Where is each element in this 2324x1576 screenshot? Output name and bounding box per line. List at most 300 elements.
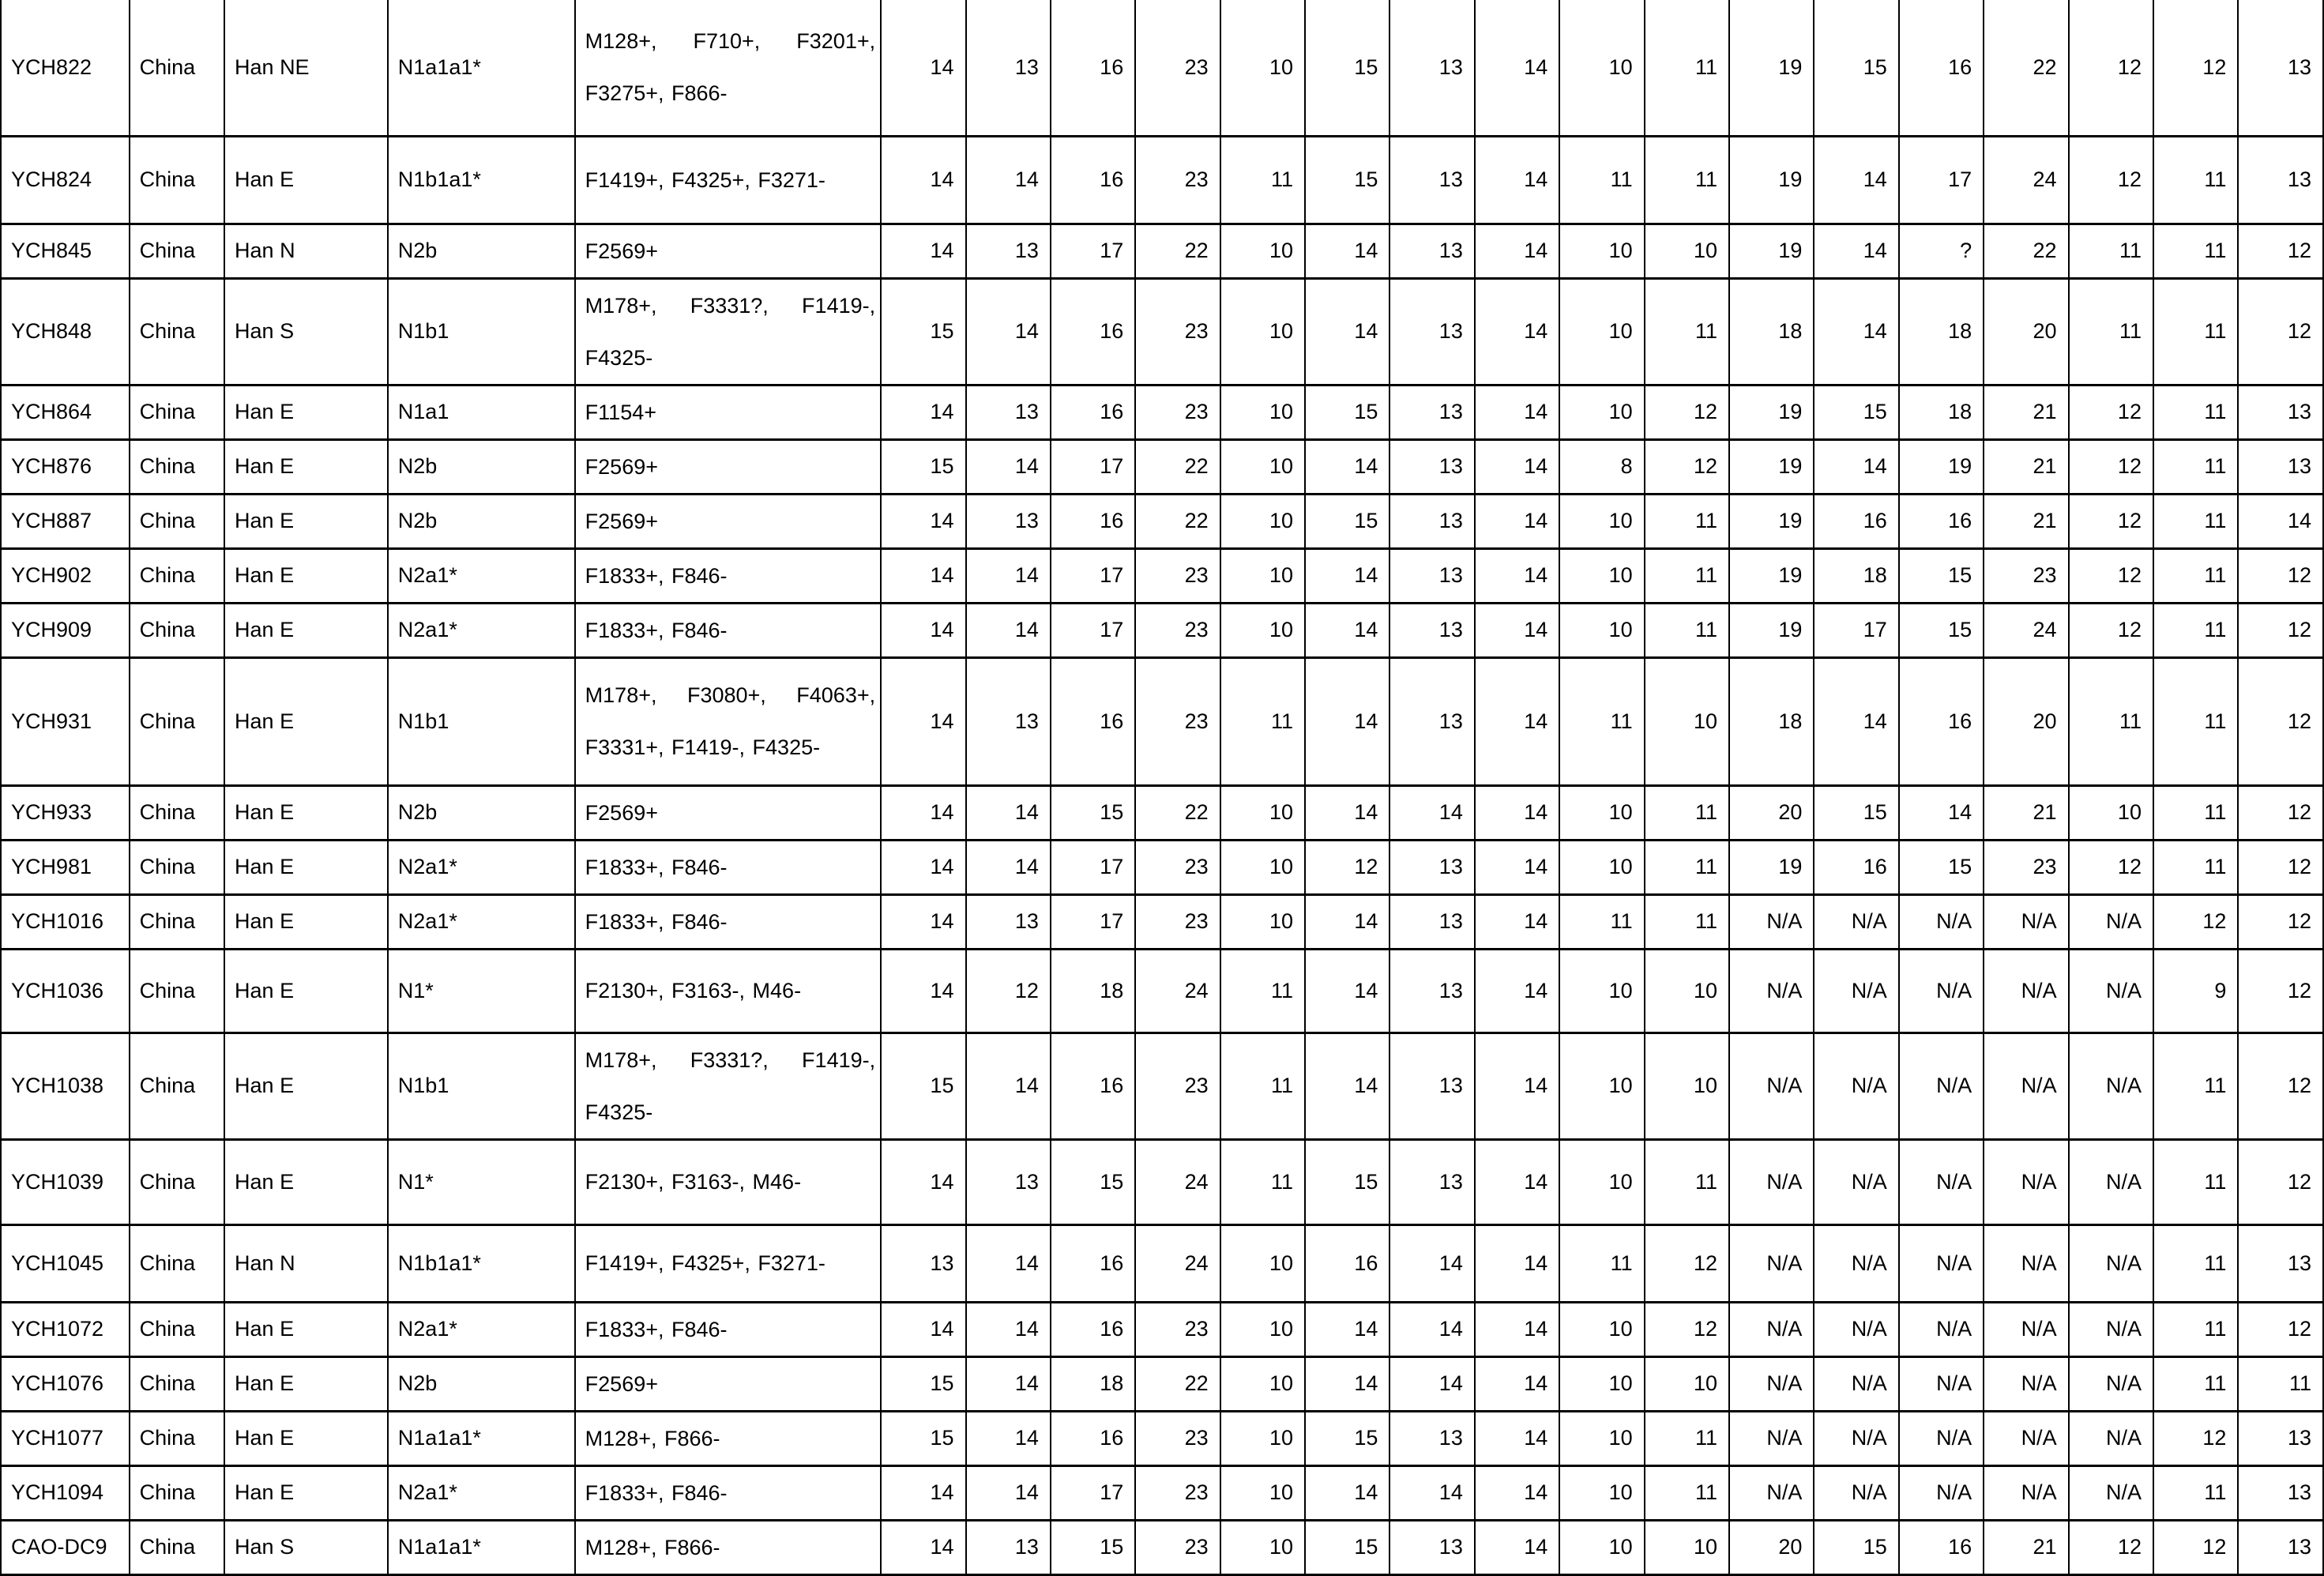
str-value-cell-6: 15 xyxy=(1305,1139,1390,1224)
str-value-cell-16: 11 xyxy=(2153,278,2238,385)
str-value-cell-10: 11 xyxy=(1645,0,1729,136)
str-value-cell-11: 19 xyxy=(1729,385,1814,439)
str-value-cell-10: 11 xyxy=(1645,1411,1729,1465)
str-value-cell-1: 13 xyxy=(881,1224,965,1302)
str-value-cell-2: 13 xyxy=(966,385,1051,439)
str-value-cell-5: 11 xyxy=(1220,949,1305,1032)
str-value-cell-11: 20 xyxy=(1729,1520,1814,1574)
str-value-cell-12: N/A xyxy=(1814,1411,1898,1465)
str-value-cell-2: 14 xyxy=(966,1032,1051,1139)
str-value-cell-11: 20 xyxy=(1729,785,1814,840)
str-value-cell-10: 11 xyxy=(1645,840,1729,894)
str-value-cell-14: 24 xyxy=(1984,136,2068,224)
str-value-cell-9: 10 xyxy=(1559,840,1644,894)
str-value-cell-15: 12 xyxy=(2069,1520,2153,1574)
str-value-cell-14: N/A xyxy=(1984,1302,2068,1356)
haplogroup-cell: N1b1a1* xyxy=(388,1224,575,1302)
str-value-cell-11: 19 xyxy=(1729,548,1814,603)
str-value-cell-6: 15 xyxy=(1305,1520,1390,1574)
population-cell: Han E xyxy=(224,785,388,840)
haplogroup-cell: N1b1 xyxy=(388,1032,575,1139)
str-value-cell-15: 12 xyxy=(2069,385,2153,439)
sample-id-cell: YCH1045 xyxy=(1,1224,130,1302)
str-value-cell-10: 10 xyxy=(1645,657,1729,785)
snp-markers-cell: F1833+, F846- xyxy=(575,603,881,657)
str-value-cell-7: 14 xyxy=(1390,1356,1474,1411)
table-row xyxy=(1,785,2323,840)
str-value-cell-7: 14 xyxy=(1390,1302,1474,1356)
country-cell: China xyxy=(130,136,224,224)
str-value-cell-2: 14 xyxy=(966,1224,1051,1302)
str-value-cell-12: 15 xyxy=(1814,0,1898,136)
str-value-cell-12: 15 xyxy=(1814,785,1898,840)
str-value-cell-13: 14 xyxy=(1899,785,1984,840)
str-value-cell-3: 17 xyxy=(1051,603,1135,657)
str-value-cell-2: 14 xyxy=(966,1356,1051,1411)
str-value-cell-2: 13 xyxy=(966,494,1051,548)
str-value-cell-4: 23 xyxy=(1135,0,1220,136)
str-value-cell-13: N/A xyxy=(1899,894,1984,949)
str-value-cell-13: 15 xyxy=(1899,548,1984,603)
str-value-cell-11: 19 xyxy=(1729,840,1814,894)
population-cell: Han E xyxy=(224,840,388,894)
str-value-cell-16: 12 xyxy=(2153,0,2238,136)
str-value-cell-12: N/A xyxy=(1814,894,1898,949)
sample-id-cell: YCH981 xyxy=(1,840,130,894)
str-value-cell-4: 23 xyxy=(1135,1411,1220,1465)
str-value-cell-1: 15 xyxy=(881,1411,965,1465)
haplogroup-cell: N1* xyxy=(388,1139,575,1224)
str-value-cell-6: 15 xyxy=(1305,136,1390,224)
str-value-cell-1: 14 xyxy=(881,840,965,894)
str-value-cell-6: 14 xyxy=(1305,657,1390,785)
str-value-cell-5: 10 xyxy=(1220,603,1305,657)
sample-id-cell: CAO-DC9 xyxy=(1,1520,130,1574)
str-value-cell-8: 14 xyxy=(1475,894,1559,949)
snp-markers-cell: F1154+ xyxy=(575,385,881,439)
str-value-cell-4: 23 xyxy=(1135,385,1220,439)
str-value-cell-12: 18 xyxy=(1814,548,1898,603)
str-value-cell-15: N/A xyxy=(2069,894,2153,949)
str-value-cell-1: 14 xyxy=(881,894,965,949)
snp-markers-cell: M178+, F3080+, F4063+, F3331+, F1419-, F4325- xyxy=(575,657,881,785)
country-cell: China xyxy=(130,1302,224,1356)
table-row xyxy=(1,385,2323,439)
str-value-cell-1: 14 xyxy=(881,1520,965,1574)
str-value-cell-7: 13 xyxy=(1390,0,1474,136)
str-value-cell-9: 8 xyxy=(1559,439,1644,494)
population-cell: Han E xyxy=(224,136,388,224)
str-value-cell-5: 10 xyxy=(1220,439,1305,494)
str-value-cell-10: 10 xyxy=(1645,1032,1729,1139)
str-value-cell-11: N/A xyxy=(1729,894,1814,949)
str-value-cell-5: 10 xyxy=(1220,840,1305,894)
str-value-cell-11: N/A xyxy=(1729,1302,1814,1356)
str-value-cell-13: N/A xyxy=(1899,949,1984,1032)
haplogroup-cell: N1a1a1* xyxy=(388,0,575,136)
str-value-cell-13: N/A xyxy=(1899,1465,1984,1520)
str-value-cell-2: 14 xyxy=(966,1411,1051,1465)
str-value-cell-4: 23 xyxy=(1135,278,1220,385)
sample-id-cell: YCH1094 xyxy=(1,1465,130,1520)
str-value-cell-6: 14 xyxy=(1305,603,1390,657)
str-value-cell-17: 13 xyxy=(2238,1411,2323,1465)
snp-markers-cell: F2569+ xyxy=(575,1356,881,1411)
str-value-cell-10: 11 xyxy=(1645,548,1729,603)
str-value-cell-8: 14 xyxy=(1475,1411,1559,1465)
str-value-cell-13: 16 xyxy=(1899,494,1984,548)
sample-id-cell: YCH933 xyxy=(1,785,130,840)
population-cell: Han E xyxy=(224,1302,388,1356)
str-value-cell-6: 14 xyxy=(1305,1032,1390,1139)
haplogroup-cell: N2a1* xyxy=(388,603,575,657)
str-value-cell-10: 11 xyxy=(1645,1465,1729,1520)
str-value-cell-14: 24 xyxy=(1984,603,2068,657)
country-cell: China xyxy=(130,840,224,894)
str-value-cell-12: 15 xyxy=(1814,385,1898,439)
str-value-cell-1: 14 xyxy=(881,494,965,548)
str-value-cell-8: 14 xyxy=(1475,494,1559,548)
table-row xyxy=(1,1032,2323,1139)
str-value-cell-15: 11 xyxy=(2069,224,2153,278)
str-value-cell-17: 13 xyxy=(2238,0,2323,136)
country-cell: China xyxy=(130,1411,224,1465)
str-value-cell-17: 12 xyxy=(2238,840,2323,894)
str-value-cell-3: 16 xyxy=(1051,1411,1135,1465)
str-value-cell-17: 12 xyxy=(2238,224,2323,278)
population-cell: Han S xyxy=(224,278,388,385)
snp-markers-cell: F1833+, F846- xyxy=(575,894,881,949)
str-value-cell-12: N/A xyxy=(1814,1356,1898,1411)
str-value-cell-8: 14 xyxy=(1475,439,1559,494)
str-value-cell-9: 11 xyxy=(1559,894,1644,949)
str-value-cell-8: 14 xyxy=(1475,224,1559,278)
str-value-cell-14: N/A xyxy=(1984,1139,2068,1224)
str-value-cell-2: 13 xyxy=(966,894,1051,949)
str-value-cell-4: 23 xyxy=(1135,136,1220,224)
sample-id-cell: YCH864 xyxy=(1,385,130,439)
str-value-cell-14: 20 xyxy=(1984,278,2068,385)
str-value-cell-3: 17 xyxy=(1051,1465,1135,1520)
str-value-cell-5: 10 xyxy=(1220,785,1305,840)
sample-id-cell: YCH1036 xyxy=(1,949,130,1032)
str-value-cell-13: 19 xyxy=(1899,439,1984,494)
sample-id-cell: YCH1016 xyxy=(1,894,130,949)
str-value-cell-14: N/A xyxy=(1984,1224,2068,1302)
sample-id-cell: YCH1077 xyxy=(1,1411,130,1465)
str-value-cell-4: 23 xyxy=(1135,1465,1220,1520)
str-value-cell-15: 12 xyxy=(2069,439,2153,494)
snp-markers-cell: F2569+ xyxy=(575,494,881,548)
str-value-cell-3: 15 xyxy=(1051,1139,1135,1224)
str-value-cell-15: 11 xyxy=(2069,657,2153,785)
str-value-cell-13: 16 xyxy=(1899,657,1984,785)
str-value-cell-10: 10 xyxy=(1645,1356,1729,1411)
population-cell: Han E xyxy=(224,385,388,439)
str-value-cell-6: 14 xyxy=(1305,1302,1390,1356)
str-value-cell-4: 23 xyxy=(1135,840,1220,894)
snp-markers-cell: M178+, F3331?, F1419-, F4325- xyxy=(575,1032,881,1139)
str-value-cell-7: 13 xyxy=(1390,949,1474,1032)
population-cell: Han E xyxy=(224,1032,388,1139)
str-value-cell-9: 10 xyxy=(1559,1465,1644,1520)
str-value-cell-8: 14 xyxy=(1475,840,1559,894)
str-value-cell-15: 11 xyxy=(2069,278,2153,385)
snp-markers-cell: M128+, F866- xyxy=(575,1411,881,1465)
str-value-cell-11: N/A xyxy=(1729,1139,1814,1224)
str-value-cell-14: 21 xyxy=(1984,785,2068,840)
str-value-cell-17: 12 xyxy=(2238,657,2323,785)
snp-markers-cell: M128+, F866- xyxy=(575,1520,881,1574)
str-value-cell-4: 22 xyxy=(1135,1356,1220,1411)
str-value-cell-2: 14 xyxy=(966,840,1051,894)
population-cell: Han E xyxy=(224,1411,388,1465)
str-value-cell-13: N/A xyxy=(1899,1356,1984,1411)
str-value-cell-12: 15 xyxy=(1814,1520,1898,1574)
snp-markers-cell: F1833+, F846- xyxy=(575,548,881,603)
str-value-cell-10: 11 xyxy=(1645,494,1729,548)
str-value-cell-2: 14 xyxy=(966,1465,1051,1520)
str-value-cell-15: N/A xyxy=(2069,1139,2153,1224)
str-value-cell-13: 16 xyxy=(1899,1520,1984,1574)
str-value-cell-1: 14 xyxy=(881,949,965,1032)
str-value-cell-7: 13 xyxy=(1390,136,1474,224)
str-value-cell-13: 17 xyxy=(1899,136,1984,224)
haplogroup-cell: N2b xyxy=(388,439,575,494)
str-value-cell-3: 18 xyxy=(1051,1356,1135,1411)
str-value-cell-16: 11 xyxy=(2153,1224,2238,1302)
table-row xyxy=(1,1224,2323,1302)
str-value-cell-13: N/A xyxy=(1899,1411,1984,1465)
str-value-cell-10: 11 xyxy=(1645,136,1729,224)
str-value-cell-6: 15 xyxy=(1305,385,1390,439)
population-cell: Han E xyxy=(224,494,388,548)
str-value-cell-2: 14 xyxy=(966,439,1051,494)
str-value-cell-16: 11 xyxy=(2153,439,2238,494)
str-value-cell-1: 15 xyxy=(881,278,965,385)
str-value-cell-14: 21 xyxy=(1984,385,2068,439)
str-value-cell-11: 19 xyxy=(1729,136,1814,224)
str-value-cell-15: N/A xyxy=(2069,1356,2153,1411)
str-value-cell-16: 9 xyxy=(2153,949,2238,1032)
str-value-cell-15: 12 xyxy=(2069,603,2153,657)
haplogroup-cell: N2a1* xyxy=(388,840,575,894)
str-value-cell-1: 14 xyxy=(881,1302,965,1356)
str-value-cell-3: 15 xyxy=(1051,1520,1135,1574)
str-value-cell-16: 11 xyxy=(2153,385,2238,439)
str-value-cell-3: 17 xyxy=(1051,439,1135,494)
snp-markers-cell: F2569+ xyxy=(575,785,881,840)
str-value-cell-15: 12 xyxy=(2069,494,2153,548)
str-value-cell-9: 11 xyxy=(1559,136,1644,224)
snp-markers-cell: F1419+, F4325+, F3271- xyxy=(575,1224,881,1302)
str-value-cell-7: 13 xyxy=(1390,657,1474,785)
str-value-cell-10: 10 xyxy=(1645,224,1729,278)
str-value-cell-4: 24 xyxy=(1135,1139,1220,1224)
str-value-cell-7: 14 xyxy=(1390,1465,1474,1520)
str-value-cell-8: 14 xyxy=(1475,785,1559,840)
str-value-cell-1: 15 xyxy=(881,439,965,494)
str-value-cell-9: 10 xyxy=(1559,385,1644,439)
str-value-cell-17: 12 xyxy=(2238,785,2323,840)
str-value-cell-13: 16 xyxy=(1899,0,1984,136)
str-value-cell-7: 13 xyxy=(1390,840,1474,894)
str-value-cell-2: 12 xyxy=(966,949,1051,1032)
str-value-cell-8: 14 xyxy=(1475,385,1559,439)
str-value-cell-12: N/A xyxy=(1814,1224,1898,1302)
str-value-cell-4: 22 xyxy=(1135,785,1220,840)
str-value-cell-5: 10 xyxy=(1220,278,1305,385)
population-cell: Han E xyxy=(224,1139,388,1224)
str-value-cell-10: 12 xyxy=(1645,439,1729,494)
sample-id-cell: YCH1038 xyxy=(1,1032,130,1139)
str-value-cell-14: N/A xyxy=(1984,1411,2068,1465)
table-row xyxy=(1,603,2323,657)
str-value-cell-16: 11 xyxy=(2153,1032,2238,1139)
str-value-cell-4: 23 xyxy=(1135,1032,1220,1139)
str-value-cell-7: 14 xyxy=(1390,785,1474,840)
str-value-cell-3: 16 xyxy=(1051,494,1135,548)
str-value-cell-14: N/A xyxy=(1984,1356,2068,1411)
str-value-cell-10: 11 xyxy=(1645,785,1729,840)
str-value-cell-17: 13 xyxy=(2238,1224,2323,1302)
str-value-cell-7: 13 xyxy=(1390,278,1474,385)
str-value-cell-5: 11 xyxy=(1220,136,1305,224)
country-cell: China xyxy=(130,1356,224,1411)
sample-id-cell: YCH931 xyxy=(1,657,130,785)
str-value-cell-14: N/A xyxy=(1984,1032,2068,1139)
str-value-cell-12: N/A xyxy=(1814,1139,1898,1224)
str-value-cell-16: 12 xyxy=(2153,1520,2238,1574)
str-value-cell-8: 14 xyxy=(1475,0,1559,136)
sample-id-cell: YCH1039 xyxy=(1,1139,130,1224)
str-value-cell-5: 10 xyxy=(1220,894,1305,949)
str-value-cell-4: 24 xyxy=(1135,1224,1220,1302)
str-value-cell-9: 10 xyxy=(1559,1302,1644,1356)
str-value-cell-9: 10 xyxy=(1559,1139,1644,1224)
str-value-cell-4: 23 xyxy=(1135,894,1220,949)
str-value-cell-14: N/A xyxy=(1984,949,2068,1032)
str-value-cell-1: 14 xyxy=(881,1465,965,1520)
str-value-cell-4: 23 xyxy=(1135,657,1220,785)
haplogroup-cell: N1b1 xyxy=(388,657,575,785)
str-value-cell-11: 19 xyxy=(1729,494,1814,548)
population-cell: Han E xyxy=(224,603,388,657)
str-value-cell-12: 16 xyxy=(1814,840,1898,894)
str-value-cell-13: ? xyxy=(1899,224,1984,278)
str-value-cell-1: 15 xyxy=(881,1356,965,1411)
str-value-cell-3: 16 xyxy=(1051,278,1135,385)
country-cell: China xyxy=(130,278,224,385)
str-value-cell-12: 16 xyxy=(1814,494,1898,548)
str-value-cell-7: 13 xyxy=(1390,385,1474,439)
str-value-cell-10: 10 xyxy=(1645,949,1729,1032)
str-value-cell-15: N/A xyxy=(2069,1411,2153,1465)
str-value-cell-5: 10 xyxy=(1220,1411,1305,1465)
str-value-cell-16: 12 xyxy=(2153,894,2238,949)
str-value-cell-9: 11 xyxy=(1559,657,1644,785)
population-cell: Han N xyxy=(224,224,388,278)
table-row xyxy=(1,949,2323,1032)
population-cell: Han E xyxy=(224,1465,388,1520)
str-value-cell-15: 10 xyxy=(2069,785,2153,840)
haplogroup-cell: N2a1* xyxy=(388,1302,575,1356)
str-value-cell-5: 10 xyxy=(1220,1465,1305,1520)
str-value-cell-4: 24 xyxy=(1135,949,1220,1032)
str-value-cell-11: N/A xyxy=(1729,1465,1814,1520)
str-value-cell-14: 20 xyxy=(1984,657,2068,785)
str-value-cell-9: 10 xyxy=(1559,1356,1644,1411)
haplogroup-cell: N2b xyxy=(388,494,575,548)
str-value-cell-10: 12 xyxy=(1645,385,1729,439)
haplogroup-cell: N2b xyxy=(388,785,575,840)
str-value-cell-17: 12 xyxy=(2238,1139,2323,1224)
str-value-cell-10: 11 xyxy=(1645,603,1729,657)
sample-id-cell: YCH909 xyxy=(1,603,130,657)
population-cell: Han NE xyxy=(224,0,388,136)
str-value-cell-16: 11 xyxy=(2153,1465,2238,1520)
str-value-cell-6: 12 xyxy=(1305,840,1390,894)
str-value-cell-11: N/A xyxy=(1729,949,1814,1032)
str-value-cell-14: 23 xyxy=(1984,840,2068,894)
country-cell: China xyxy=(130,603,224,657)
str-value-cell-8: 14 xyxy=(1475,603,1559,657)
country-cell: China xyxy=(130,949,224,1032)
country-cell: China xyxy=(130,439,224,494)
str-value-cell-8: 14 xyxy=(1475,1356,1559,1411)
str-value-cell-3: 17 xyxy=(1051,840,1135,894)
str-value-cell-5: 10 xyxy=(1220,385,1305,439)
str-value-cell-15: 12 xyxy=(2069,548,2153,603)
str-value-cell-3: 16 xyxy=(1051,1032,1135,1139)
table-row xyxy=(1,136,2323,224)
str-value-cell-7: 14 xyxy=(1390,1224,1474,1302)
table-row xyxy=(1,278,2323,385)
str-value-cell-7: 13 xyxy=(1390,548,1474,603)
str-value-cell-7: 13 xyxy=(1390,494,1474,548)
country-cell: China xyxy=(130,224,224,278)
sample-id-cell: YCH902 xyxy=(1,548,130,603)
sample-id-cell: YCH848 xyxy=(1,278,130,385)
str-value-cell-14: 21 xyxy=(1984,439,2068,494)
str-value-cell-6: 15 xyxy=(1305,494,1390,548)
country-cell: China xyxy=(130,494,224,548)
str-value-cell-9: 10 xyxy=(1559,785,1644,840)
str-value-cell-6: 14 xyxy=(1305,785,1390,840)
str-value-cell-16: 11 xyxy=(2153,1356,2238,1411)
str-value-cell-3: 17 xyxy=(1051,548,1135,603)
str-value-cell-17: 12 xyxy=(2238,278,2323,385)
str-value-cell-13: N/A xyxy=(1899,1139,1984,1224)
str-value-cell-2: 14 xyxy=(966,136,1051,224)
table-row xyxy=(1,224,2323,278)
str-value-cell-9: 10 xyxy=(1559,0,1644,136)
str-value-cell-12: N/A xyxy=(1814,949,1898,1032)
str-value-cell-17: 12 xyxy=(2238,1302,2323,1356)
str-value-cell-12: 14 xyxy=(1814,657,1898,785)
table-row xyxy=(1,1520,2323,1574)
str-value-cell-17: 13 xyxy=(2238,136,2323,224)
str-value-cell-13: 15 xyxy=(1899,840,1984,894)
str-value-cell-11: N/A xyxy=(1729,1356,1814,1411)
table-body xyxy=(1,0,2323,1574)
str-value-cell-9: 10 xyxy=(1559,1411,1644,1465)
str-value-cell-15: 12 xyxy=(2069,136,2153,224)
str-value-cell-17: 12 xyxy=(2238,949,2323,1032)
str-value-cell-5: 10 xyxy=(1220,1224,1305,1302)
str-value-cell-1: 14 xyxy=(881,136,965,224)
str-value-cell-6: 14 xyxy=(1305,1465,1390,1520)
